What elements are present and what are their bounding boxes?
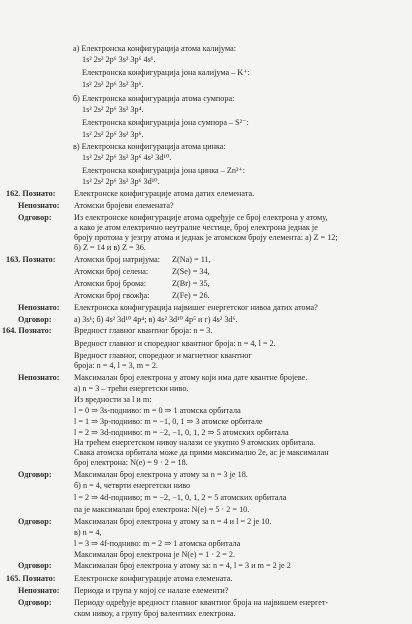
formula-line: l = 2 ⇒ 4d-подниво; m = −2, −1, 0, 1, 2 = 5 атомских орбитала	[74, 493, 287, 502]
text-line: а) n = 3 – трећи енергетски ниво.	[74, 384, 189, 393]
text-line: Максималан број електрона је N(e) = 1 · 2 = 2.	[74, 550, 236, 559]
unknown-label: Непознато:	[18, 201, 60, 210]
text-line: Електронска конфигурација јона цинка – Zn²⁺:	[82, 166, 246, 175]
text-line: Атомски број селена:	[74, 267, 149, 276]
value-line: Z(Na) = 11,	[172, 255, 211, 264]
answer-label: Одговор:	[18, 315, 52, 324]
text-line: Из електронске конфигурације атома одређује се број електрона у атому,	[74, 213, 328, 222]
text-line: ском нивоу, а групу број валентних електрона.	[74, 609, 236, 618]
text-line: Атомски број гвожђа:	[74, 291, 150, 300]
formula-line: 1s² 2s² 2p⁶ 3s² 3p⁴.	[82, 105, 144, 114]
problem-163-known-label: 163. Познато:	[6, 255, 56, 264]
text-line: Електронска конфигурација јона калијума – K⁺:	[82, 68, 250, 77]
formula-line: 1s² 2s² 2p⁶ 3s² 3p⁶.	[82, 80, 144, 89]
text-line: в) Електронска конфигурација атома цинка:	[73, 142, 226, 151]
text-line: Периода и група у којој се налазе елементи?	[74, 586, 229, 595]
unknown-label: Непознато:	[18, 586, 60, 595]
answer-label: Одговор:	[18, 470, 52, 479]
answer-label: Одговор:	[18, 598, 52, 607]
text-line: а како је атом електрично неутралне честице, број електрона једнак је	[74, 223, 318, 232]
value-line: Z(Se) = 34,	[172, 267, 210, 276]
text-line: Електронска конфигурација јона сумпора – S²⁻:	[82, 118, 249, 127]
formula-line: l = 0 ⇒ 3s-подниво: m = 0 ⇒ 1 атомска орбитала	[74, 406, 241, 415]
formula-line: 1s² 2s² 2p⁶ 3s² 3p⁶.	[82, 130, 144, 139]
formula-line: l = 2 ⇒ 3d-подниво: m = −2, −1, 0, 1, 2 ⇒ 5 атомских орбитала	[74, 428, 289, 437]
text-line: б) n = 4, четврти енергетски ниво	[74, 481, 191, 490]
answer-label: Одговор:	[18, 213, 52, 222]
unknown-label: Непознато:	[18, 373, 60, 382]
text-line: Атомски број брома:	[74, 279, 147, 288]
formula-line: 1s² 2s² 2p⁶ 3s² 3p⁶ 4s² 3d¹⁰.	[82, 153, 172, 162]
answer-label: Одговор:	[18, 561, 52, 570]
text-line: број електрона: N(e) = 9 · 2 = 18.	[74, 458, 188, 467]
problem-164-known-label: 164. Познато:	[2, 326, 52, 335]
text-line: На трећем енергетском нивоу налази се укупно 9 атомских орбитала.	[74, 438, 316, 447]
formula-line: 1s² 2s² 2p⁶ 3s² 3p⁶ 4s¹.	[82, 55, 156, 64]
text-line: броју протона у језгру атома и једнак је атомском броју елемента: а) Z = 12;	[74, 233, 338, 242]
text-line: Вредност главног и споредног квантног броја: n = 4, l = 2.	[74, 339, 276, 348]
text-line: в) n = 4,	[74, 528, 102, 537]
text-line: Вредност главног квантног броја: n = 3.	[74, 326, 213, 335]
text-line: Свака атомска орбитала може да прими максимално 2e, ас је максималан	[74, 448, 329, 457]
text-line: а) Електронска конфигурација атома калијума:	[73, 44, 236, 53]
text-line: Максималан број електрона у атому који има дате квантне бројеве.	[74, 373, 308, 382]
value-line: Z(Fe) = 26.	[172, 291, 210, 300]
text-line: а) 3s¹; б) 4s² 3d¹⁰ 4p⁴; в) 4s² 3d¹⁰ 4p⁵ и г) 4s² 3d⁶.	[74, 315, 238, 324]
formula-line: l = 1 ⇒ 3p-подниво: m = −1, 0, 1 ⇒ 3 атомске орбитале	[74, 417, 263, 426]
text-line: Максималан број електрона у атому за n = 4 и l = 2 је 10.	[74, 517, 272, 526]
problem-165-known-label: 165. Познато:	[6, 574, 56, 583]
text-line: Атомски број натријума:	[74, 255, 161, 264]
text-line: б) Електронска конфигурација атома сумпора:	[73, 94, 235, 103]
text-line: Вредност главног, споредног и магнетног квантног	[74, 351, 252, 360]
text-line: Периоду одређује вредност главног квантног броја на највишем енергет-	[74, 598, 329, 607]
text-line: Електронска конфигурација највишег енергетског нивоа датих атома?	[74, 303, 318, 312]
text-line: Електронске конфигурације атома елемената.	[74, 574, 233, 583]
text-line: Атомски бројеви елемената?	[74, 201, 174, 210]
text-line: Максималан број електрона у атому за n = 3 је 18.	[74, 470, 248, 479]
text-line: па је максималан број електрона: N(e) = 5 · 2 = 10.	[74, 505, 250, 514]
text-line: б) Z = 14 и в) Z = 36.	[74, 243, 146, 252]
text-line: Електронске конфигурације атома датих елемената.	[74, 189, 255, 198]
answer-label: Одговор:	[18, 517, 52, 526]
value-line: Z(Br) = 35,	[172, 279, 210, 288]
text-line: Максималан број електрона у атому за: n = 4, l = 3 и m = 2 је 2	[74, 561, 291, 570]
problem-162-known-label: 162. Познато:	[6, 189, 56, 198]
formula-line: 1s² 2s² 2p⁶ 3s² 3p⁶ 3d¹⁰.	[82, 177, 160, 186]
text-line: броја: n = 4, l = 3, m = 2.	[74, 361, 158, 370]
text-line: Из вредности за l и m:	[74, 395, 152, 404]
unknown-label: Непознато:	[18, 303, 60, 312]
formula-line: l = 3 ⇒ 4f-подниво: m = 2 ⇒ 1 атомска орбитала	[74, 539, 241, 548]
